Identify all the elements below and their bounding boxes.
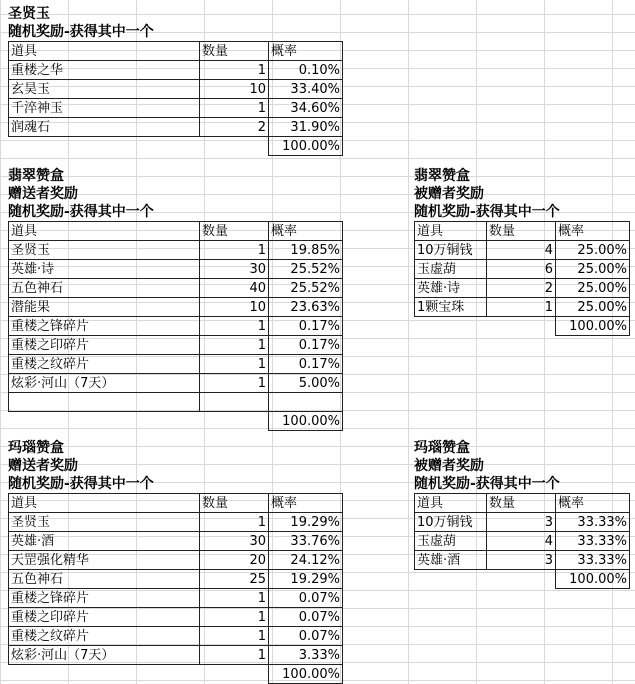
cell-qty[interactable]: 1 <box>200 627 269 646</box>
cell-item[interactable]: 天罡强化精华 <box>9 551 200 570</box>
col-header-qty[interactable]: 数量 <box>487 494 556 513</box>
cell-qty[interactable]: 1 <box>200 608 269 627</box>
block-shengxianyu <box>8 5 343 156</box>
cell-qty[interactable]: 2 <box>200 118 269 137</box>
block-title: 翡翠赞盒 <box>8 168 64 184</box>
cell-item[interactable]: 圣贤玉 <box>9 513 200 532</box>
cell-item[interactable]: 重楼之锋碎片 <box>9 317 200 336</box>
col-header-item[interactable]: 道具 <box>415 222 487 241</box>
cell-prob[interactable]: 25.52% <box>269 260 343 279</box>
cell-item[interactable]: 重楼之印碎片 <box>9 336 200 355</box>
table-header-row <box>415 494 630 513</box>
cell-prob[interactable]: 0.07% <box>269 589 343 608</box>
cell-qty[interactable]: 1 <box>200 99 269 118</box>
table-row <box>9 355 343 374</box>
block-role: 赠送者奖励 <box>8 186 78 202</box>
cell-prob[interactable]: 23.63% <box>269 298 343 317</box>
cell-prob[interactable]: 0.17% <box>269 355 343 374</box>
cell-item[interactable]: 圣贤玉 <box>9 241 200 260</box>
cell-item[interactable]: 重楼之纹碎片 <box>9 627 200 646</box>
cell-prob[interactable]: 33.76% <box>269 532 343 551</box>
cell-prob[interactable]: 0.10% <box>269 61 343 80</box>
total-row <box>9 137 343 156</box>
cell-qty[interactable]: 3 <box>487 551 556 570</box>
cell-item[interactable]: 1颗宝珠 <box>415 298 487 317</box>
cell-qty[interactable]: 40 <box>200 279 269 298</box>
cell-qty[interactable]: 20 <box>200 551 269 570</box>
cell-qty[interactable]: 1 <box>200 336 269 355</box>
cell-qty[interactable]: 1 <box>200 646 269 665</box>
cell-item[interactable]: 炫彩·河山（7天） <box>9 374 200 393</box>
total-prob[interactable]: 100.00% <box>556 317 630 336</box>
table-row <box>415 532 630 551</box>
table-row <box>415 513 630 532</box>
table-row <box>9 61 343 80</box>
cell-qty[interactable]: 4 <box>487 241 556 260</box>
total-prob[interactable]: 100.00% <box>556 570 630 589</box>
block-role: 被赠者奖励 <box>414 186 484 202</box>
cell-qty[interactable]: 1 <box>200 241 269 260</box>
cell-item[interactable]: 炫彩·河山（7天） <box>9 646 200 665</box>
cell-prob[interactable]: 33.33% <box>556 532 630 551</box>
cell-item[interactable]: 玄昊玉 <box>9 80 200 99</box>
col-header-prob[interactable]: 概率 <box>556 222 630 241</box>
total-row <box>415 317 630 336</box>
table-row <box>9 374 343 393</box>
table-row <box>9 118 343 137</box>
cell-item[interactable]: 重楼之华 <box>9 61 200 80</box>
cell-prob[interactable]: 3.33% <box>269 646 343 665</box>
cell-qty[interactable]: 10 <box>200 298 269 317</box>
cell-qty[interactable]: 30 <box>200 260 269 279</box>
cell-prob[interactable]: 33.33% <box>556 513 630 532</box>
table-row <box>9 279 343 298</box>
cell-prob[interactable]: 25.52% <box>269 279 343 298</box>
table-row <box>9 532 343 551</box>
cell-qty[interactable]: 1 <box>200 513 269 532</box>
col-header-prob[interactable]: 概率 <box>556 494 630 513</box>
cell-qty[interactable]: 1 <box>200 374 269 393</box>
cell-item[interactable]: 潜能果 <box>9 298 200 317</box>
col-header-qty[interactable]: 数量 <box>200 494 269 513</box>
cell-qty[interactable]: 4 <box>487 532 556 551</box>
cell-item[interactable]: 润魂石 <box>9 118 200 137</box>
cell-qty[interactable]: 1 <box>200 355 269 374</box>
cell-item[interactable]: 10万铜钱 <box>415 241 487 260</box>
table-row <box>415 260 630 279</box>
cell-prob[interactable]: 31.90% <box>269 118 343 137</box>
cell-item[interactable]: 英雄·酒 <box>9 532 200 551</box>
cell-item[interactable]: 千淬神玉 <box>9 99 200 118</box>
block-role: 被赠者奖励 <box>414 458 484 474</box>
table-header-row <box>9 222 343 241</box>
reward-table <box>8 41 343 156</box>
cell-qty[interactable]: 1 <box>200 317 269 336</box>
table-row <box>415 279 630 298</box>
cell-prob[interactable]: 25.00% <box>556 241 630 260</box>
table-row <box>9 627 343 646</box>
total-row <box>9 412 343 431</box>
cell-item[interactable]: 五色神石 <box>9 279 200 298</box>
table-row <box>415 241 630 260</box>
block-subtitle: 随机奖励-获得其中一个 <box>8 204 154 220</box>
col-header-prob[interactable]: 概率 <box>269 222 343 241</box>
cell-prob[interactable]: 33.40% <box>269 80 343 99</box>
cell-prob[interactable]: 33.33% <box>556 551 630 570</box>
table-row <box>9 608 343 627</box>
table-row <box>9 80 343 99</box>
blank-row <box>9 393 343 412</box>
cell-qty[interactable]: 2 <box>487 279 556 298</box>
cell-prob[interactable]: 34.60% <box>269 99 343 118</box>
block-feicui-giver <box>8 167 343 431</box>
table-row <box>9 513 343 532</box>
table-row <box>9 551 343 570</box>
table-row <box>9 99 343 118</box>
table-header-row <box>9 42 343 61</box>
block-subtitle: 随机奖励-获得其中一个 <box>8 24 154 40</box>
block-feicui-receiver <box>414 167 630 336</box>
cell-prob[interactable]: 19.29% <box>269 513 343 532</box>
block-title: 圣贤玉 <box>8 6 50 22</box>
block-role: 赠送者奖励 <box>8 458 78 474</box>
table-row <box>9 317 343 336</box>
cell-qty[interactable]: 25 <box>200 570 269 589</box>
reward-table <box>8 493 343 684</box>
cell-prob[interactable]: 25.00% <box>556 260 630 279</box>
cell-item[interactable]: 英雄·诗 <box>9 260 200 279</box>
cell-item[interactable]: 玉虚葫 <box>415 260 487 279</box>
table-row <box>9 570 343 589</box>
block-title: 翡翠赞盒 <box>414 168 470 184</box>
total-row <box>415 570 630 589</box>
cell-prob[interactable]: 24.12% <box>269 551 343 570</box>
col-header-item[interactable]: 道具 <box>9 42 200 61</box>
cell-prob[interactable]: 0.17% <box>269 336 343 355</box>
block-title: 玛瑙赞盒 <box>8 440 64 456</box>
reward-table <box>414 221 630 336</box>
cell-qty[interactable]: 30 <box>200 532 269 551</box>
table-row <box>9 241 343 260</box>
col-header-prob[interactable]: 概率 <box>269 494 343 513</box>
cell-qty[interactable]: 6 <box>487 260 556 279</box>
col-header-item[interactable]: 道具 <box>9 494 200 513</box>
cell-item[interactable]: 玉虚葫 <box>415 532 487 551</box>
col-header-qty[interactable]: 数量 <box>487 222 556 241</box>
table-row <box>415 298 630 317</box>
cell-item[interactable]: 重楼之锋碎片 <box>9 589 200 608</box>
table-row <box>9 646 343 665</box>
block-manao-giver <box>8 439 343 684</box>
cell-prob[interactable]: 0.17% <box>269 317 343 336</box>
reward-table <box>414 493 630 589</box>
cell-qty[interactable]: 3 <box>487 513 556 532</box>
cell-qty[interactable]: 10 <box>200 80 269 99</box>
col-header-item[interactable]: 道具 <box>9 222 200 241</box>
block-subtitle: 随机奖励-获得其中一个 <box>414 204 560 220</box>
cell-item[interactable]: 英雄·酒 <box>415 551 487 570</box>
table-header-row <box>415 222 630 241</box>
col-header-item[interactable]: 道具 <box>415 494 487 513</box>
cell-item[interactable]: 英雄·诗 <box>415 279 487 298</box>
table-row <box>9 260 343 279</box>
cell-prob[interactable]: 25.00% <box>556 279 630 298</box>
table-header-row <box>9 494 343 513</box>
reward-table <box>8 221 343 431</box>
table-row <box>9 336 343 355</box>
cell-item[interactable]: 10万铜钱 <box>415 513 487 532</box>
block-title: 玛瑙赞盒 <box>414 440 470 456</box>
cell-prob[interactable]: 19.85% <box>269 241 343 260</box>
col-header-qty[interactable]: 数量 <box>200 222 269 241</box>
table-row <box>415 551 630 570</box>
table-row <box>9 589 343 608</box>
cell-item[interactable]: 重楼之纹碎片 <box>9 355 200 374</box>
col-header-qty[interactable]: 数量 <box>200 42 269 61</box>
block-subtitle: 随机奖励-获得其中一个 <box>8 476 154 492</box>
cell-qty[interactable]: 1 <box>200 61 269 80</box>
cell-prob[interactable]: 0.07% <box>269 608 343 627</box>
total-row <box>9 665 343 684</box>
cell-prob[interactable]: 0.07% <box>269 627 343 646</box>
block-manao-receiver <box>414 439 630 589</box>
cell-item[interactable]: 五色神石 <box>9 570 200 589</box>
col-header-prob[interactable]: 概率 <box>269 42 343 61</box>
cell-prob[interactable]: 25.00% <box>556 298 630 317</box>
cell-qty[interactable]: 1 <box>200 589 269 608</box>
table-row <box>9 298 343 317</box>
cell-prob[interactable]: 5.00% <box>269 374 343 393</box>
cell-item[interactable]: 重楼之印碎片 <box>9 608 200 627</box>
cell-qty[interactable]: 1 <box>487 298 556 317</box>
total-prob[interactable]: 100.00% <box>269 137 343 156</box>
total-prob[interactable]: 100.00% <box>269 412 343 431</box>
cell-prob[interactable]: 19.29% <box>269 570 343 589</box>
block-subtitle: 随机奖励-获得其中一个 <box>414 476 560 492</box>
total-prob[interactable]: 100.00% <box>269 665 343 684</box>
